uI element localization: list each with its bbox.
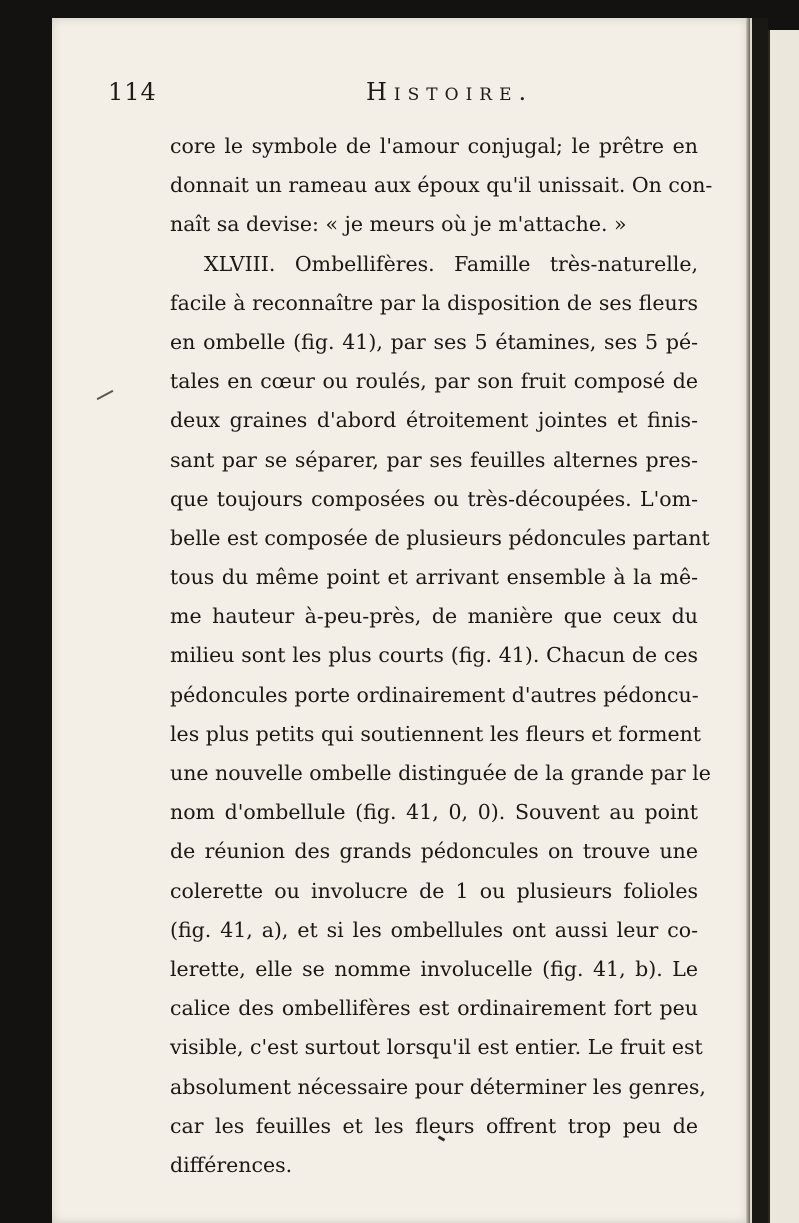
binding-gutter <box>750 18 768 1223</box>
text-line: core le symbole de l'amour conjugal; le prêtre en <box>170 134 698 158</box>
text-line: absolument nécessaire pour déterminer les genres, <box>170 1074 706 1099</box>
text-line: tales en cœur ou roulés, par son fruit composé de <box>170 369 698 394</box>
section-heading-line: XLVIII. Ombellifères. Famille très-naturelle, <box>204 251 698 276</box>
text-line: une nouvelle ombelle distinguée de la grande par le <box>170 761 711 785</box>
text-line: milieu sont les plus courts (fig. 41). Chacun de ces <box>170 643 698 668</box>
text-line: colerette ou involucre de 1 ou plusieurs folioles <box>170 878 698 903</box>
page-fold-shadow <box>746 18 750 1223</box>
text-line: sant par se séparer, par ses feuilles alternes pres- <box>170 447 698 472</box>
text-line: facile à reconnaître par la disposition de ses fleurs <box>170 290 698 315</box>
text-line: que toujours composées ou très-découpées. L'om- <box>170 486 698 511</box>
text-line: pédoncules porte ordinairement d'autres pédoncu- <box>170 682 699 707</box>
text-line: me hauteur à-peu-près, de manière que ceux du <box>170 604 698 629</box>
text-line: calice des ombellifères est ordinairement fort peu <box>170 996 698 1021</box>
page-header <box>108 78 698 118</box>
body-text <box>170 127 713 1185</box>
text-line: donnait un rameau aux époux qu'il unissait. On con- <box>170 173 713 198</box>
text-line: car les feuilles et les fleurs offrent trop peu de <box>170 1113 698 1138</box>
running-head: Histoire. <box>366 78 534 106</box>
text-line: de réunion des grands pédoncules on trouve une <box>170 839 698 864</box>
text-line: nom d'ombellule (fig. 41, 0, 0). Souvent au point <box>170 800 698 825</box>
text-line: deux graines d'abord étroitement jointes et finis- <box>170 408 698 433</box>
text-line: les plus petits qui soutiennent les fleurs et forment <box>170 721 702 746</box>
text-line: naît sa devise: « je meurs où je m'attache. » <box>170 212 627 237</box>
text-line: belle est composée de plusieurs pédoncules partant <box>170 525 710 550</box>
page-number: 114 <box>108 78 157 106</box>
text-line: différences. <box>170 1152 293 1177</box>
text-line: tous du même point et arrivant ensemble à la mê- <box>170 565 698 590</box>
text-line: visible, c'est surtout lorsqu'il est entier. Le fruit est <box>170 1035 703 1060</box>
text-line: (fig. 41, a), et si les ombellules ont aussi leur co- <box>170 917 698 942</box>
text-line: en ombelle (fig. 41), par ses 5 étamines, ses 5 pé- <box>170 329 698 354</box>
adjacent-page-edge <box>768 30 799 1223</box>
text-line: lerette, elle se nomme involucelle (fig. 41, b). Le <box>170 956 698 981</box>
